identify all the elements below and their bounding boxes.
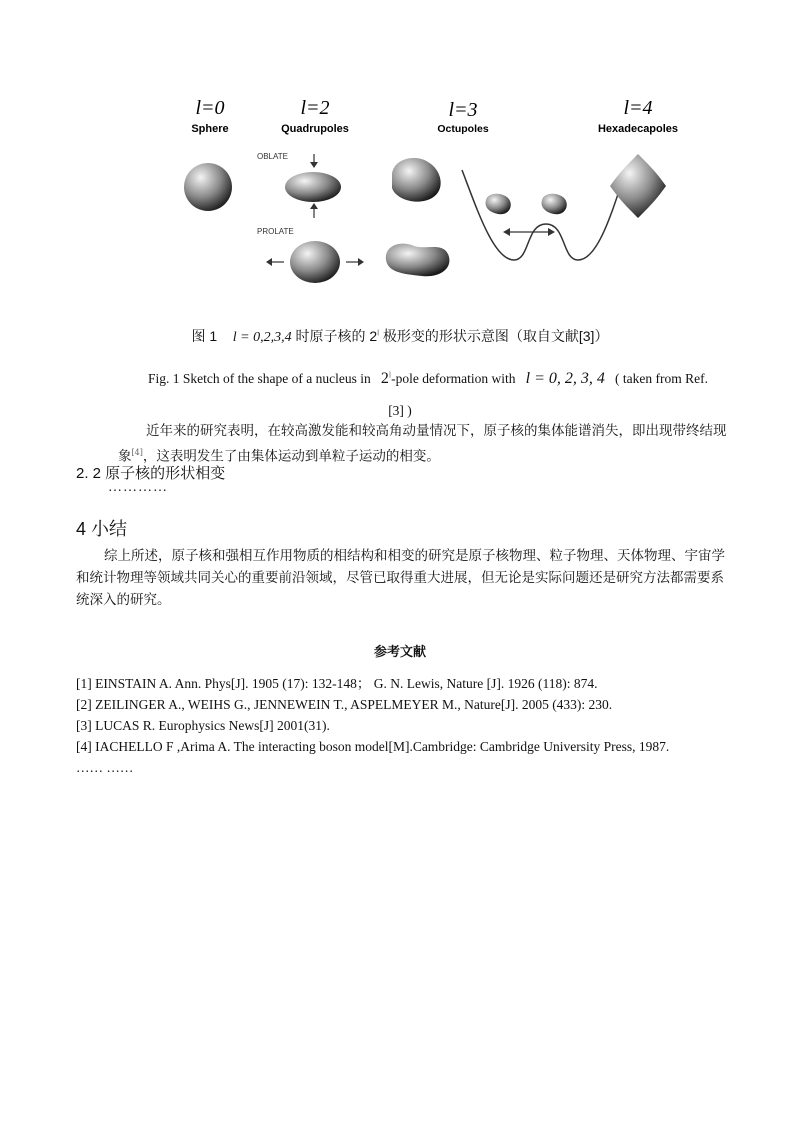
l4-label: l=4 xyxy=(623,97,653,119)
octupole-right-well-shape xyxy=(542,194,567,214)
caption-en-part2: -pole deformation with xyxy=(391,371,516,386)
tunneling-arrowhead-right xyxy=(548,228,555,236)
hexadecapole-shape xyxy=(610,154,666,218)
ellipsis-2-2: ………… xyxy=(108,480,168,495)
caption-en-part3: ( taken from Ref. xyxy=(615,371,709,386)
references-ellipsis: …… …… xyxy=(76,760,134,775)
caption-en-part1: Fig. 1 Sketch of the shape of a nucleus in xyxy=(148,371,371,386)
citation-4: [4] xyxy=(131,448,143,457)
figure-caption-en-line2: [3] ) xyxy=(388,403,412,418)
oblate-label: OBLATE xyxy=(257,152,288,161)
paragraph1-text: 近年来的研究表明，在较高激发能和较高角动量情况下，原子核的集体能谱消失，即出现带终结现象 xyxy=(118,423,727,465)
nuclear-shape-sketch xyxy=(180,92,700,292)
reference-4: [4] IACHELLO F ,Arima A. The interacting boson model[M].Cambridge: Cambridge University Press, 1987. xyxy=(76,739,670,754)
caption-cn-math: l = 0,2,3,4 xyxy=(232,330,292,345)
paragraph-band-termination xyxy=(118,420,738,468)
l0-label: l=0 xyxy=(195,97,225,119)
caption-en-sup: l xyxy=(388,370,392,380)
quadrupoles-label: Quadrupoles xyxy=(281,123,349,135)
section-heading-2-2: 2. 2 原子核的形状相变 xyxy=(76,465,226,482)
double-well-curve xyxy=(462,170,626,260)
prolate-arrowhead-left xyxy=(266,258,272,266)
l2-label: l=2 xyxy=(300,97,330,119)
octupole-left-well-shape xyxy=(486,194,511,214)
oblate-arrowhead-bottom xyxy=(310,203,318,209)
caption-cn-prefix: 图 1 xyxy=(191,328,218,344)
paragraph-summary: 综上所述，原子核和强相互作用物质的相结构和相变的研究是原子核物理、粒子物理、天体物理、宇宙学和统计物理等领域共同关心的重要前沿领域，尽管已取得重大进展，但无论是实际问题还是研究方法都需要系统深入的研究。 xyxy=(76,548,725,608)
tunneling-arrowhead-left xyxy=(503,228,510,236)
oblate-shape xyxy=(285,172,341,202)
octupole-shape-top xyxy=(392,158,441,202)
l3-label: l=3 xyxy=(448,99,478,121)
figure-caption-en xyxy=(148,370,708,388)
octupoles-label: Octupoles xyxy=(437,123,489,135)
caption-en-math: l = 0, 2, 3, 4 xyxy=(525,370,605,387)
caption-cn-sup: l xyxy=(377,328,379,338)
reference-3: [3] LUCAS R. Europhysics News[J] 2001(31). xyxy=(76,718,330,733)
reference-1: [1] EINSTAIN A. Ann. Phys[J]. 1905 (17): 132-148； G. N. Lewis, Nature [J]. 1926 (118): 874. xyxy=(76,676,598,691)
section-heading-4: 4 小结 xyxy=(76,519,128,539)
references-title: 参考文献 xyxy=(373,644,426,659)
sphere-shape xyxy=(184,163,232,211)
octupole-shape-bottom xyxy=(386,244,450,277)
prolate-label: PROLATE xyxy=(257,227,294,236)
references-list xyxy=(76,673,756,778)
prolate-arrowhead-right xyxy=(358,258,364,266)
oblate-arrowhead-top xyxy=(310,162,318,168)
caption-cn-text2: 极形变的形状示意图（取自文献[3]） xyxy=(378,328,609,344)
figure-caption-cn xyxy=(0,326,800,346)
paragraph1-text2: ，这表明发生了由集体运动到单粒子运动的相变。 xyxy=(142,448,440,465)
sphere-label: Sphere xyxy=(191,123,229,135)
nuclear-shape-figure xyxy=(180,92,700,292)
hexadecapoles-label: Hexadecapoles xyxy=(597,123,679,135)
reference-2: [2] ZEILINGER A., WEIHS G., JENNEWEIN T., ASPELMEYER M., Nature[J]. 2005 (433): 230. xyxy=(76,697,613,712)
prolate-shape xyxy=(290,241,340,283)
caption-cn-text1: 时原子核的 2 xyxy=(295,328,378,344)
caption-en-two: 2 xyxy=(380,370,389,387)
